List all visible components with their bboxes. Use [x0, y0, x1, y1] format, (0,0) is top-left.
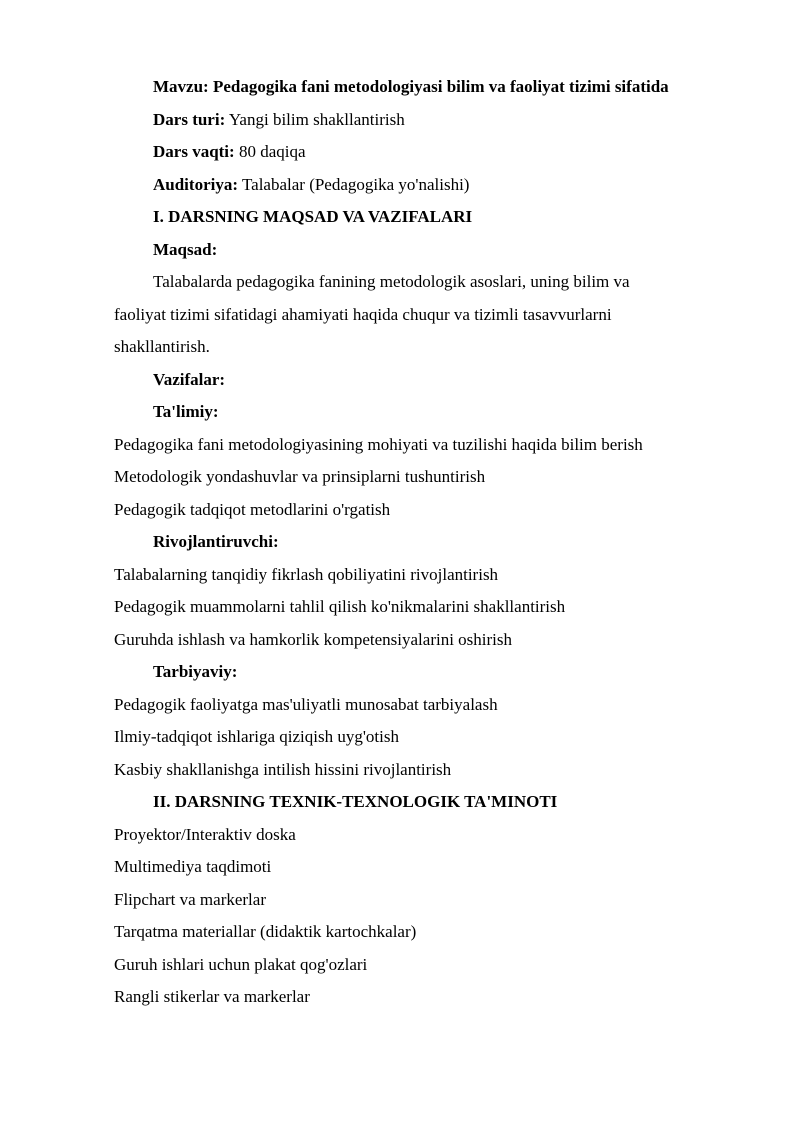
list-item: Pedagogik faoliyatga mas'uliyatli munosabat tarbiyalash: [114, 695, 498, 714]
audience-label: Auditoriya:: [153, 175, 238, 194]
topic-line: [153, 77, 669, 97]
audience-value: Talabalar (Pedagogika yo'nalishi): [241, 175, 470, 194]
list-item: Talabalarning tanqidiy fikrlash qobiliyatini rivojlantirish: [114, 565, 499, 584]
list-item: Proyektor/Interaktiv doska: [114, 825, 296, 844]
list-item: Tarqatma materiallar (didaktik kartochkalar): [114, 922, 417, 941]
duration-line: [153, 142, 306, 162]
audience-line: [153, 175, 469, 195]
list-item: Metodologik yondashuvlar va prinsiplarni tushuntirish: [114, 467, 486, 486]
list-item: Pedagogik muammolarni tahlil qilish ko'nikmalarini shakllantirish: [114, 597, 566, 616]
list-item: Pedagogika fani metodologiyasining mohiyati va tuzilishi haqida bilim berish: [114, 435, 643, 454]
list-item: Rangli stikerlar va markerlar: [114, 987, 310, 1006]
list-item: Ilmiy-tadqiqot ishlariga qiziqish uyg'otish: [114, 727, 399, 746]
goal-line: Talabalarda pedagogika fanining metodologik asoslari, uning bilim va: [153, 272, 630, 291]
section1-title: I. DARSNING MAQSAD VA VAZIFALARI: [153, 207, 473, 226]
list-item: Guruh ishlari uchun plakat qog'ozlari: [114, 955, 368, 974]
duration-value: 80 daqiqa: [238, 142, 306, 161]
list-item: Kasbiy shakllanishga intilish hissini rivojlantirish: [114, 760, 452, 779]
list-item: Multimediya taqdimoti: [114, 857, 272, 876]
list-item: Pedagogik tadqiqot metodlarini o'rgatish: [114, 500, 391, 519]
educational-label: Ta'limiy:: [153, 402, 219, 421]
developmental-label: Rivojlantiruvchi:: [153, 532, 279, 551]
lesson-type-line: [153, 110, 405, 130]
topic-value: Pedagogika fani metodologiyasi bilim va faoliyat tizimi sifatida: [212, 77, 669, 96]
upbringing-label: Tarbiyaviy:: [153, 662, 238, 681]
lesson-type-value: Yangi bilim shakllantirish: [228, 110, 405, 129]
goal-label: Maqsad:: [153, 240, 218, 259]
goal-line: shakllantirish.: [114, 337, 210, 356]
topic-label: Mavzu:: [153, 77, 209, 96]
list-item: Guruhda ishlash va hamkorlik kompetensiyalarini oshirish: [114, 630, 513, 649]
list-item: Flipchart va markerlar: [114, 890, 266, 909]
section2-title: II. DARSNING TEXNIK-TEXNOLOGIK TA'MINOTI: [153, 792, 558, 811]
goal-line: faoliyat tizimi sifatidagi ahamiyati haqida chuqur va tizimli tasavvurlarni: [114, 305, 612, 324]
tasks-label: Vazifalar:: [153, 370, 226, 389]
lesson-type-label: Dars turi:: [153, 110, 226, 129]
duration-label: Dars vaqti:: [153, 142, 235, 161]
